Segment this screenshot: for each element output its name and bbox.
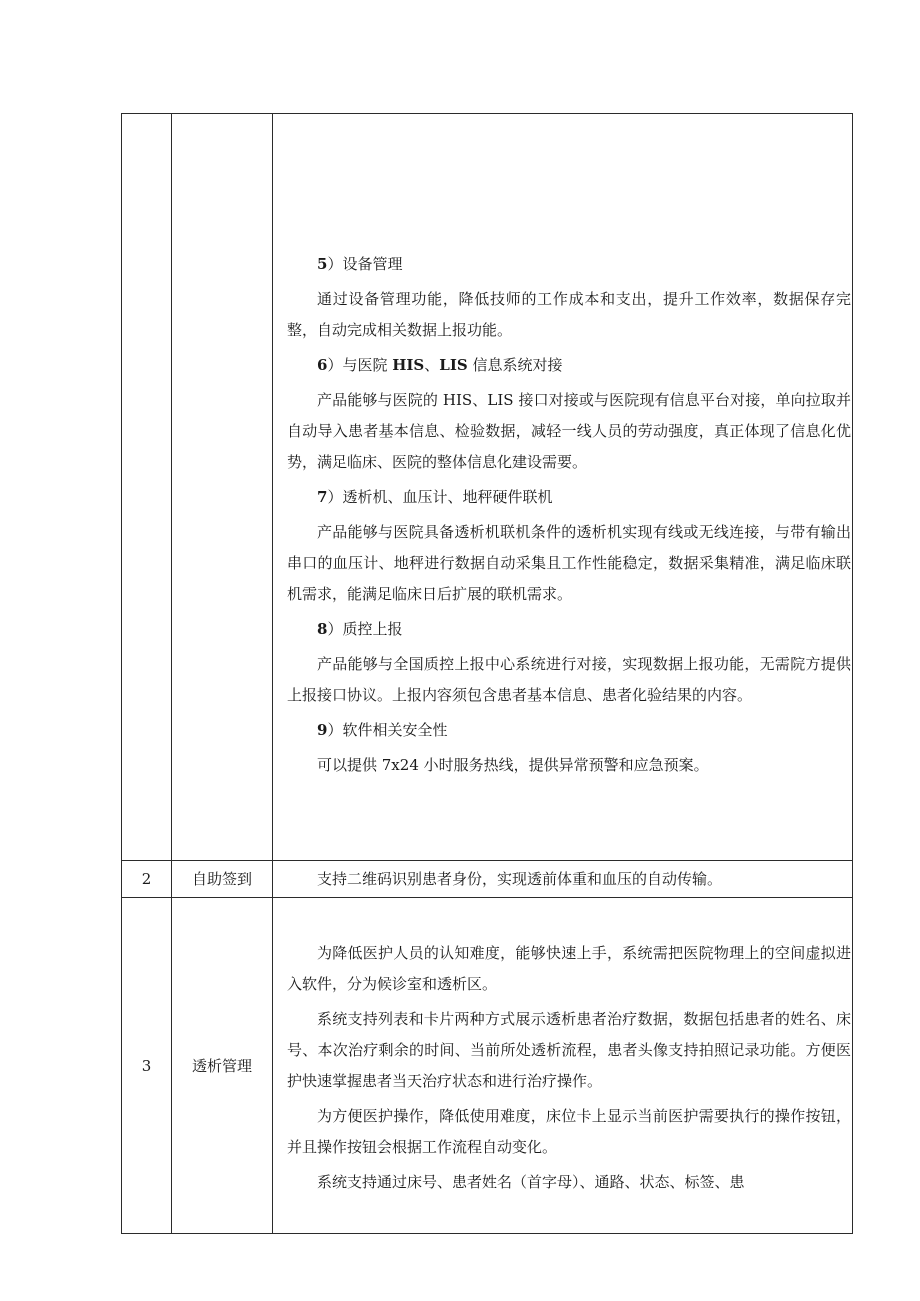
section-body-hardware: 产品能够与医院具备透析机联机条件的透析机实现有线或无线连接，与带有输出串口的血压计、地秤进行数据自动采集且工作性能稳定，数据采集精准，满足临床联机需求，能满足临床日后扩展的联机需求。 bbox=[287, 523, 851, 603]
section-heading-quality: 8）质控上报 bbox=[317, 620, 403, 638]
dialysis-paragraph: 系统支持列表和卡片两种方式展示透析患者治疗数据，数据包括患者的姓名、床号、本次治疗剩余的时间、当前所处透析流程，患者头像支持拍照记录功能。方便医护快速掌握患者当天治疗状态和进行治疗操作。 bbox=[287, 1010, 851, 1090]
row-number-cell bbox=[122, 114, 172, 861]
dialysis-paragraph: 为方便医护操作，降低使用难度，床位卡上显示当前医护需要执行的操作按钮，并且操作按钮会根据工作流程自动变化。 bbox=[287, 1107, 851, 1156]
section-heading-his-lis: 6）与医院 HIS、LIS 信息系统对接 bbox=[317, 356, 563, 374]
table-row bbox=[122, 898, 853, 1234]
table-row bbox=[122, 114, 853, 861]
row-content-cell bbox=[273, 861, 853, 898]
section-body-security: 可以提供 7x24 小时服务热线，提供异常预警和应急预案。 bbox=[317, 756, 709, 774]
table-row bbox=[122, 861, 853, 898]
row-content-cell bbox=[273, 898, 853, 1234]
dialysis-paragraph: 为降低医护人员的认知难度，能够快速上手，系统需把医院物理上的空间虚拟进入软件，分为候诊室和透析区。 bbox=[287, 944, 851, 993]
section-body-his-lis: 产品能够与医院的 HIS、LIS 接口对接或与医院现有信息平台对接，单向拉取并自动导入患者基本信息、检验数据，减轻一线人员的劳动强度，真正体现了信息化优势，满足临床、医院的整体信息化建设需要。 bbox=[287, 391, 851, 471]
row-number-cell: 2 bbox=[122, 861, 172, 898]
row-name-cell bbox=[172, 114, 273, 861]
section-heading-hardware: 7）透析机、血压计、地秤硬件联机 bbox=[317, 488, 553, 506]
row-content-cell bbox=[273, 114, 853, 861]
section-body-quality: 产品能够与全国质控上报中心系统进行对接，实现数据上报功能，无需院方提供上报接口协议。上报内容须包含患者基本信息、患者化验结果的内容。 bbox=[287, 655, 851, 704]
section-heading-equipment: 5）设备管理 bbox=[317, 255, 403, 273]
row-name-cell: 透析管理 bbox=[172, 898, 273, 1234]
section-body-equipment: 通过设备管理功能，降低技师的工作成本和支出，提升工作效率，数据保存完整，自动完成相关数据上报功能。 bbox=[287, 290, 851, 339]
dialysis-paragraph: 系统支持通过床号、患者姓名（首字母）、通路、状态、标签、患 bbox=[317, 1173, 745, 1191]
row-number-cell: 3 bbox=[122, 898, 172, 1234]
spec-table bbox=[121, 113, 853, 1234]
section-heading-security: 9）软件相关安全性 bbox=[317, 721, 448, 739]
row-name-cell: 自助签到 bbox=[172, 861, 273, 898]
self-checkin-body: 支持二维码识别患者身份，实现透前体重和血压的自动传输。 bbox=[317, 870, 723, 888]
